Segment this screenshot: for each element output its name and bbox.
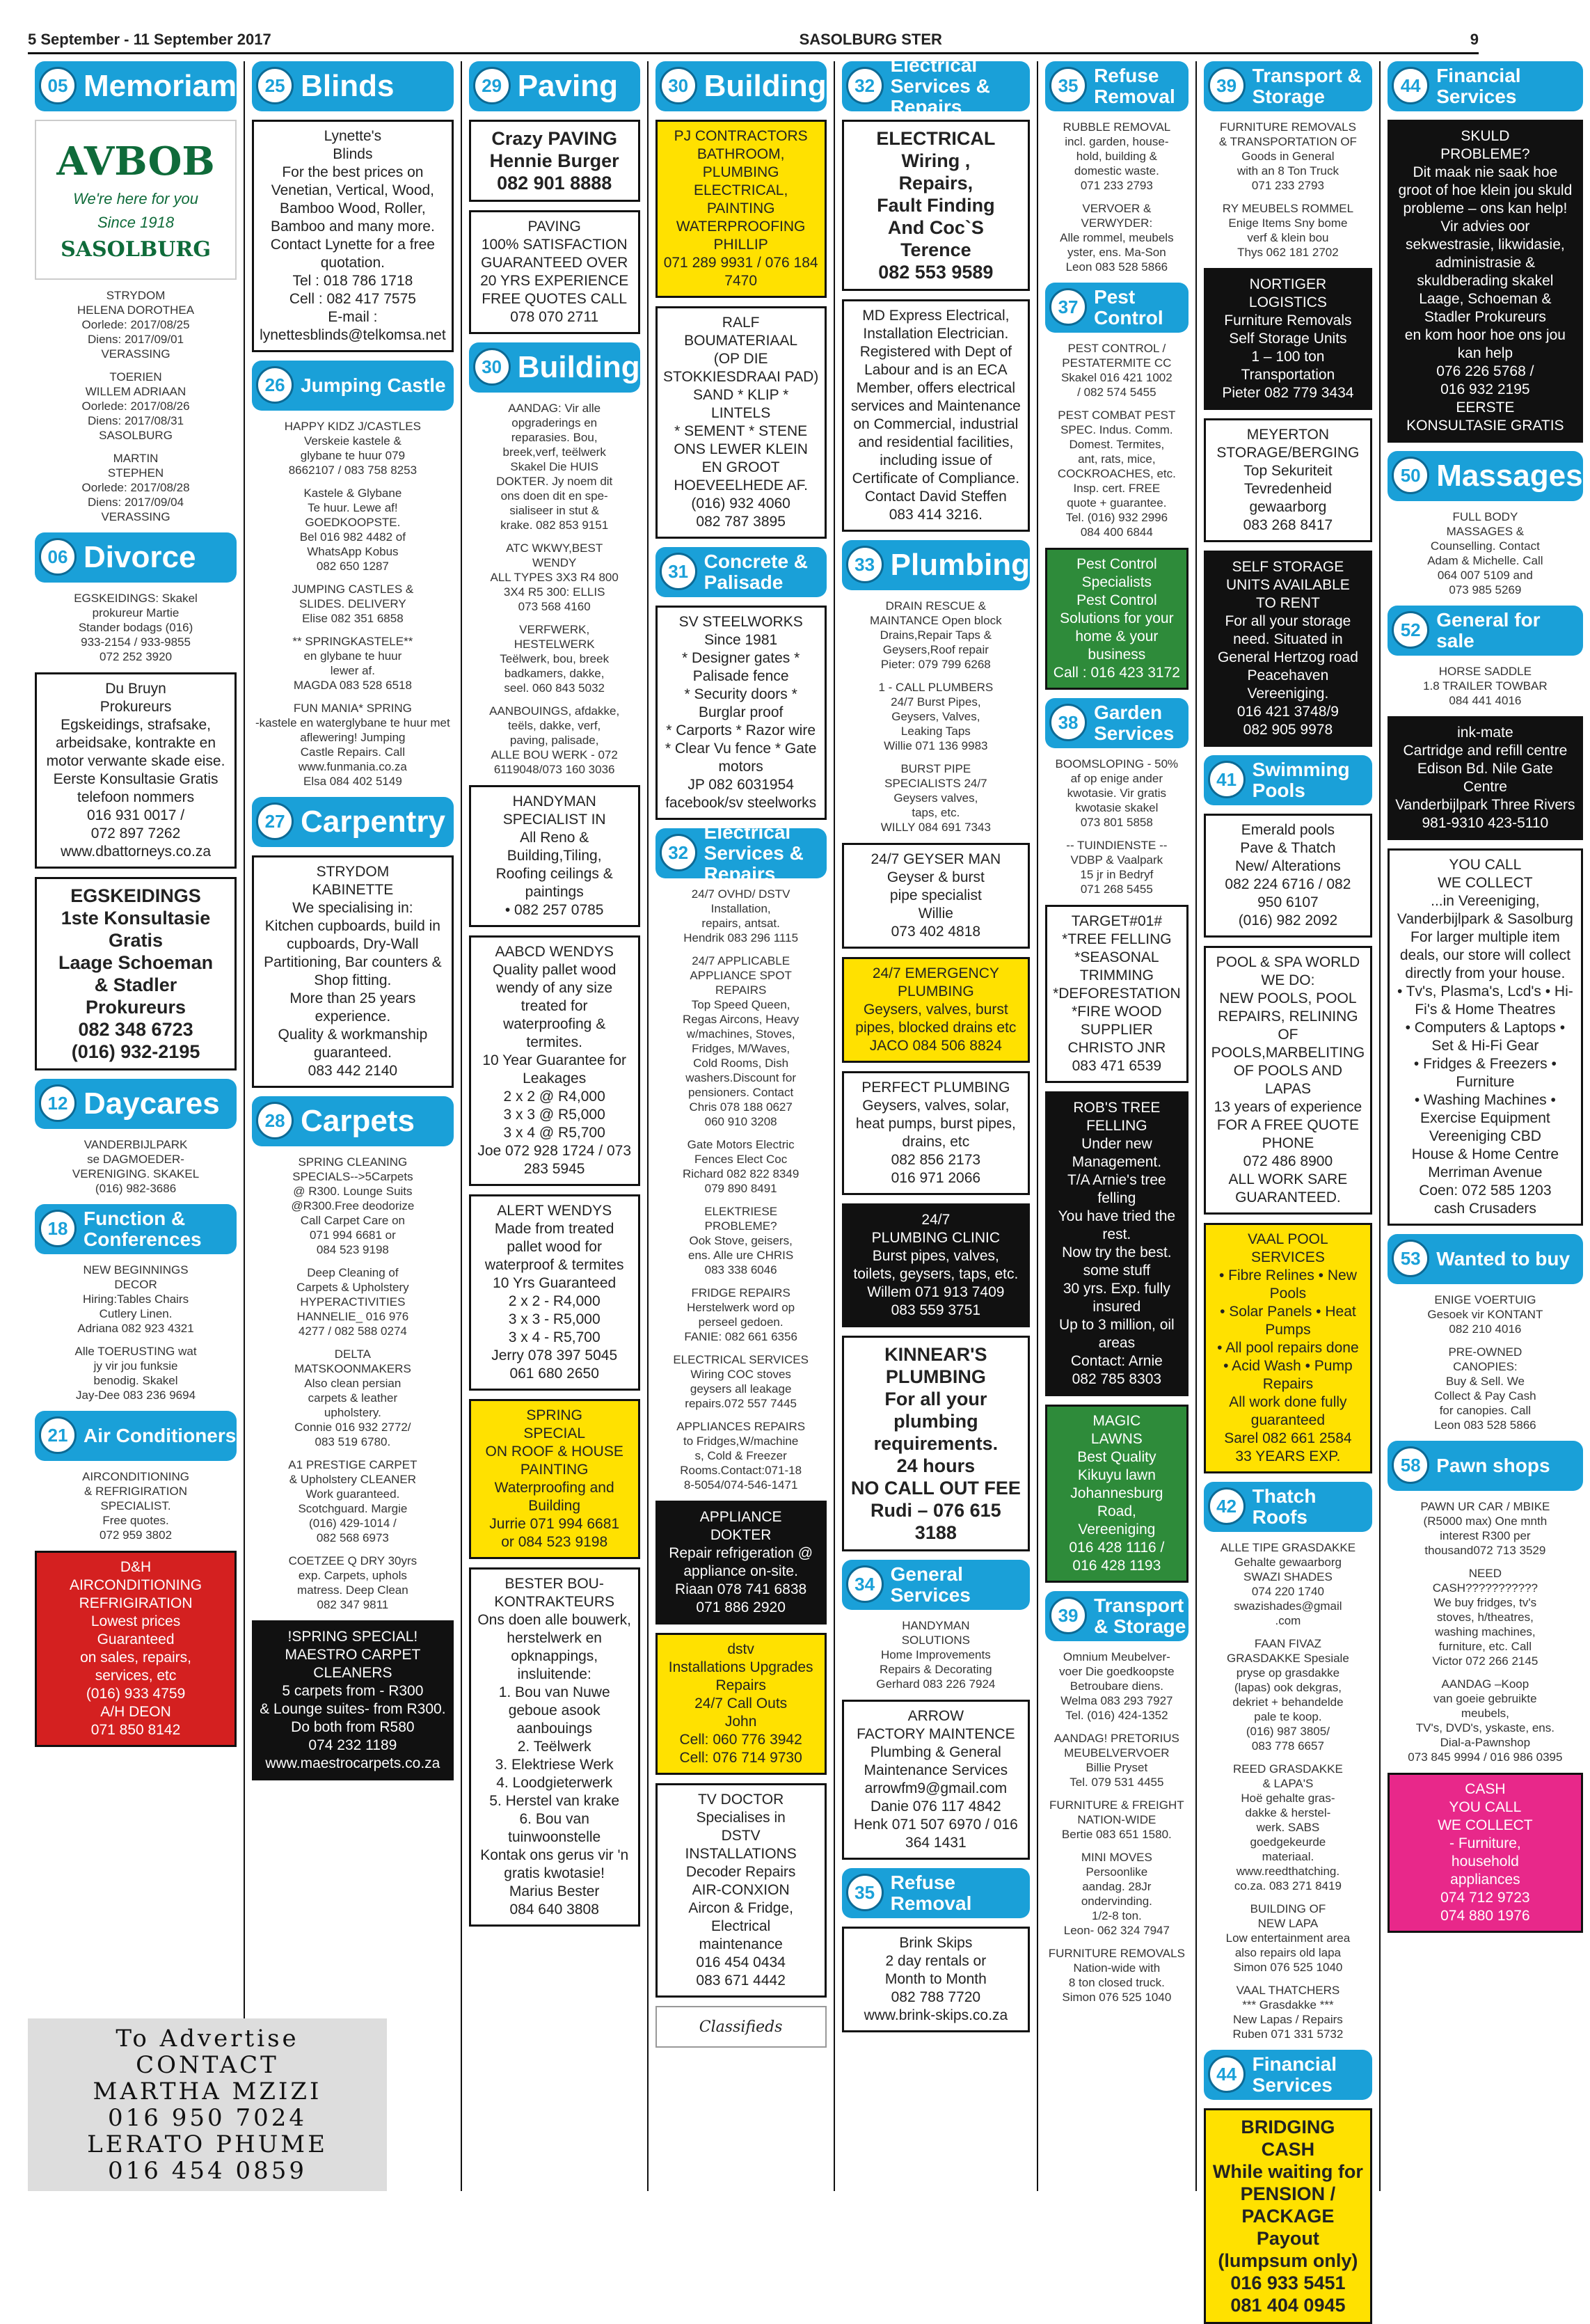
section-label: Divorce — [84, 540, 196, 574]
display-advert: SV STEELWORKS Since 1981 * Designer gates * Palisade fence * Security doors * Burglar proof * Carports * Razor wire * Clear Vu fence * Gate motors JP 082 6031954 facebook/sv steelworks — [655, 606, 827, 820]
display-advert: Du Bruyn Prokureurs Egskeidings, strafsake, arbeidsake, kontrakte en motor verwante skade eise. Eerste Konsultasie Gratis telefoon nommers 016 931 0017 / 072 897 7262 www.dbattorneys.co.za — [35, 672, 237, 869]
section-number: 28 — [256, 1102, 294, 1139]
section-label: Concrete & Palisade — [703, 551, 809, 593]
classified-notice: FRIDGE REPAIRS Herstelwerk word op perseel gedoen. FANIE: 082 661 6356 — [684, 1286, 797, 1343]
advertise-contact-banner: To Advertise CONTACT MARTHA MZIZI 016 950 7024 LERATO PHUME 016 454 0859 — [28, 2018, 387, 2191]
section-header — [842, 1560, 1030, 1610]
classified-notice: NEW BEGINNINGS DECOR Hiring:Tables Chairs Cutlery Linen. Adriana 082 923 4321 — [77, 1263, 194, 1335]
section-number: 58 — [1392, 1446, 1429, 1484]
display-advert: MD Express Electrical, Installation Electrician. Registered with Dept of Labour and is an ECA Member, offers electrical services and Maintenance on Commercial, industrial and residential facilities, including issue of Certificate of Compliance. Contact David Steffen 083 414 3216. — [842, 299, 1030, 532]
display-advert: 24/7 EMERGENCY PLUMBING Geysers, valves, burst pipes, blocked drains etc JACO 084 506 8824 — [842, 957, 1030, 1063]
display-advert: TV DOCTOR Specialises in DSTV INSTALLATIONS Decoder Repairs AIR-CONXION Aircon & Fridge, Electrical maintenance 016 454 0434 083 671 4442 — [655, 1783, 827, 1998]
section-number: 34 — [846, 1565, 884, 1603]
section-number: 26 — [256, 366, 294, 404]
classified-notice: A1 PRESTIGE CARPET & Upholstery CLEANER Work guaranteed. Scotchguard. Margie (016) 429-1014 / 082 568 6973 — [288, 1458, 418, 1544]
display-advert: ELECTRICAL Wiring , Repairs, Fault Finding And Coc`S Terence 082 553 9589 — [842, 120, 1030, 291]
display-advert: Lynette's Blinds For the best prices on Venetian, Vertical, Wood, Bamboo Wood, Roller, Bamboo and many more. Contact Lynette for a free quotation. Tel : 018 786 1718 Cell : 082 417 7575 E-mail : lynettesblinds@telkomsa.net — [252, 120, 454, 352]
column-1 — [28, 61, 244, 2191]
section-label: Blinds — [301, 69, 395, 103]
display-advert: ALERT WENDYS Made from treated pallet wood for waterproof & termites 10 Yrs Guaranteed 2 x 2 - R4,000 3 x 3 - R5,000 3 x 4 - R5,700 Jerry 078 397 5045 061 680 2650 — [469, 1194, 640, 1391]
display-advert: PAVING 100% SATISFACTION GUARANTEED OVER 20 YRS EXPERIENCE FREE QUOTES CALL 078 070 2711 — [469, 210, 640, 334]
section-number: 37 — [1049, 288, 1087, 326]
logo-text: We're here for you — [73, 189, 198, 207]
classified-notice: ATC WKWY,BEST WENDY ALL TYPES 3X3 R4 800 3X4 R5 300: ELLIS 073 568 4160 — [490, 542, 619, 613]
classified-notice: AIRCONDITIONING & REFRIGIRATION SPECIALIST. Free quotes. 072 959 3802 — [82, 1470, 190, 1542]
section-header — [1388, 1441, 1582, 1491]
section-header — [35, 1079, 237, 1129]
logo-text: Since 1918 — [97, 213, 175, 231]
display-advert: NORTIGER LOGISTICS Furniture Removals Self Storage Units 1 – 100 ton Transportation Pieter 082 779 3434 — [1204, 268, 1373, 410]
display-advert: VAAL POOL SERVICES • Fibre Relines • New Pools • Solar Panels • Heat Pumps • All pool repairs done • Acid Wash • Pump Repairs All work done fully guaranteed Sarel 082 661 2584 33 YEARS EXP. — [1204, 1223, 1373, 1473]
logo-text: SASOLBURG — [61, 237, 211, 262]
section-header — [35, 61, 237, 111]
classified-notice: HORSE SADDLE 1.8 TRAILER TOWBAR 084 441 4016 — [1423, 665, 1548, 707]
display-advert: STRYDOM KABINETTE We specialising in: Kitchen cupboards, build in cupboards, Dry-Wall Partitioning, Bar counters & Shop fitting. More than 25 years experience. Quality & workmanship guaranteed. 083 442 2140 — [252, 855, 454, 1088]
display-advert: RALF BOUMATERIAAL (OP DIE STOKKIESDRAAI PAD) SAND * KLIP * LINTELS * SEMENT * STENE ONS LEWER KLEIN EN GROOT HOEVEELHEDE AF. (016) 932 4060 082 787 3895 — [655, 306, 827, 539]
display-advert: APPLIANCE DOKTER Repair refrigeration @ appliance on-site. Riaan 078 741 6838 071 886 2920 — [655, 1501, 827, 1625]
display-advert: BESTER BOU- KONTRAKTEURS Ons doen alle bouwerk, herstelwerk en opknappings, insluitende: 1. Bou van Nuwe geboue asook aanbouings 2. Teëlwerk 3. Elektriese Werk 4. Loodgieterwerk 5. Herstel van krake 6. Bou van tuinwoonstelle Kontak ons gerus vir 'n gratis kwotasie! Marius Bester 084 640 3808 — [469, 1567, 640, 1927]
section-label: Paving — [517, 69, 618, 103]
section-header — [655, 821, 827, 885]
section-label: Wanted to buy — [1436, 1248, 1571, 1270]
column-4 — [647, 61, 834, 2191]
display-advert: MAGIC LAWNS Best Quality Kikuyu lawn Johannesburg Road, Vereeniging 016 428 1116 / 016 428 1193 — [1045, 1405, 1188, 1583]
display-advert: PJ CONTRACTORS BATHROOM, PLUMBING ELECTRICAL, PAINTING WATERPROOFING PHILLIP 071 289 9931 / 076 184 7470 — [655, 120, 827, 298]
classified-notice: MARTIN STEPHEN Oorlede: 2017/08/28 Diens: 2017/09/04 VERASSING — [81, 452, 190, 523]
classified-notice: Omnium Meubelver- voer Die goedkoopste Betroubare diens. Welma 083 293 7927 Tel. (016) 424-1352 — [1059, 1650, 1175, 1722]
section-label: Carpets — [301, 1104, 415, 1138]
classified-notice: HANDYMAN SOLUTIONS Home Improvements Repairs & Decorating Gerhard 083 226 7924 — [876, 1619, 996, 1691]
column-7 — [1195, 61, 1380, 2316]
display-advert: BRIDGING CASH While waiting for PENSION / PACKAGE Payout (lumpsum only) 016 933 5451 081 404 0945 — [1204, 2108, 1373, 2324]
section-number: 35 — [846, 1874, 884, 1911]
display-advert: dstv Installations Upgrades Repairs 24/7 Call Outs John Cell: 060 776 3942 Cell: 076 714 9730 — [655, 1633, 827, 1775]
section-number: 44 — [1392, 67, 1429, 104]
section-number: 42 — [1208, 1487, 1246, 1525]
classified-notice: RUBBLE REMOVAL incl. garden, house- hold, building & domestic waste. 071 233 2793 — [1063, 120, 1171, 192]
classified-notice: VERVOER & VERWYDER: Alle rommel, meubels yster, ens. Ma-Son Leon 083 528 5866 — [1060, 202, 1174, 274]
classified-notice: DRAIN RESCUE & MAINTANCE Open block Drains,Repair Taps & Geysers,Roof repair Pieter: 079 799 6268 — [870, 599, 1002, 671]
section-header — [1388, 606, 1582, 656]
section-label: Memoriam — [84, 69, 237, 103]
classified-notice: AANDAG: Vir alle opgraderings en reparasies. Bou, breek,verf, teëlwerk Skakel Die HUIS DOKTER. Jy noem dit ons doen dit en spe- sialiseer in stut & krake. 082 853 9151 — [496, 402, 613, 532]
section-label: Refuse Removal — [890, 1872, 972, 1914]
classified-notice: PEST COMBAT PEST SPEC. Indus. Comm. Domest. Termites, ant, rats, mice, COCKROACHES, etc. Insp. cert. FREE quote + guarantee. Tel. (016) 932 2996 084 400 6844 — [1057, 409, 1176, 539]
classified-notice: VAAL THATCHERS *** Grasdakke *** New Lapas / Repairs Ruben 071 331 5732 — [1232, 1984, 1344, 2041]
section-label: General Services — [890, 1563, 971, 1606]
section-label: Transport & Storage — [1094, 1595, 1186, 1637]
section-header — [35, 532, 237, 583]
classified-notice: REED GRASDAKKE & LAPA'S Hoë gehalte gras- dakke & herstel- werk. SABS goedgekeurde materiaal. www.reedthatching. co.za. 083 271 8419 — [1233, 1762, 1343, 1892]
classified-columns — [28, 54, 1583, 2316]
section-label: Building — [703, 69, 827, 103]
column-2 — [244, 61, 461, 2191]
section-header — [1204, 61, 1373, 111]
section-header — [469, 342, 640, 393]
classified-notice: ALLE TIPE GRASDAKKE Gehalte gewaarborg SWAZI SHADES 074 220 1740 swazishades@gmail .com — [1220, 1541, 1356, 1627]
section-header — [1388, 61, 1582, 111]
classified-notice: APPLIANCES REPAIRS to Fridges,W/machine s, Cold & Freezer Rooms.Contact:071-18 8-5054/074-546-1471 — [676, 1420, 806, 1492]
classified-notice: NEED CASH??????????? We buy fridges, tv's stoves, h/theatres, washing machines, furniture, etc. Call Victor 072 266 2145 — [1432, 1567, 1539, 1668]
section-label: Financial Services — [1252, 2053, 1337, 2096]
display-advert: !SPRING SPECIAL! MAESTRO CARPET CLEANERS 5 carpets from - R300 & Lounge suites- from R300. Do both from R580 074 232 1189 www.maestrocarpets.co.za — [252, 1620, 454, 1780]
display-advert: ROB'S TREE FELLING Under new Management. T/A Arnie's tree felling You have tried the rest. Now try the best. some stuff 30 yrs. Exp. fully insured Up to 3 million, oil areas Contact: Arnie 082 785 8303 — [1045, 1091, 1188, 1396]
section-label: Daycares — [84, 1086, 220, 1121]
display-advert: SPRING SPECIAL ON ROOF & HOUSE PAINTING Waterproofing and Building Jurrie 071 994 6681 or 084 523 9198 — [469, 1399, 640, 1559]
section-label: Refuse Removal — [1094, 65, 1175, 107]
section-header — [655, 61, 827, 111]
section-label: Financial Services — [1436, 65, 1521, 107]
section-label: Building — [517, 350, 640, 384]
section-number: 41 — [1208, 761, 1246, 798]
section-header — [252, 361, 454, 411]
display-advert: SELF STORAGE UNITS AVAILABLE TO RENT For all your storage need. Situated in General Hertzog road Peacehaven Vereeniging. 016 421 3748/9 082 905 9978 — [1204, 551, 1373, 747]
section-label: Electrical Services & Repairs — [703, 821, 804, 885]
classified-notice: MINI MOVES Persoonlike aandag. 28Jr ondervinding. 1/2-8 ton. Leon- 062 324 7947 — [1063, 1851, 1170, 1937]
section-label: Carpentry — [301, 805, 445, 839]
classified-notice: 1 - CALL PLUMBERS 24/7 Burst Pipes, Geysers, Valves, Leaking Taps Willie 071 136 9983 — [878, 681, 994, 752]
classified-notice: -- TUINDIENSTE -- VDBP & Vaalpark 15 jr in Bedryf 071 268 5455 — [1066, 839, 1168, 896]
section-header — [1045, 283, 1188, 333]
display-advert: HANDYMAN SPECIALIST IN All Reno & Building,Tiling, Roofing ceilings & paintings • 082 257 0785 — [469, 785, 640, 927]
section-label: Function & Conferences — [84, 1208, 202, 1250]
display-advert: 24/7 GEYSER MAN Geyser & burst pipe specialist Willie 073 402 4818 — [842, 843, 1030, 949]
section-number: 53 — [1392, 1240, 1429, 1277]
section-header — [1045, 61, 1188, 111]
classified-notice: ** SPRINGKASTELE** en glybane te huur lewer af. MAGDA 083 528 6518 — [292, 635, 413, 692]
section-label: Air Conditioners — [84, 1425, 237, 1446]
section-header — [35, 1411, 237, 1461]
classified-notice: HAPPY KIDZ J/CASTLES Verskeie kastele & glybane te huur 079 8662107 / 083 758 8253 — [284, 420, 421, 477]
section-header — [1045, 698, 1188, 748]
section-number: 21 — [39, 1416, 77, 1454]
section-header — [252, 797, 454, 847]
classified-notice: BURST PIPE SPECIALISTS 24/7 Geysers valves, taps, etc. WILLY 084 691 7343 — [880, 762, 991, 834]
display-advert: Emerald pools Pave & Thatch New/ Alterations 082 224 6716 / 082 950 6107 (016) 982 2092 — [1204, 814, 1373, 938]
section-number: 32 — [660, 834, 697, 871]
classified-notice: FURNITURE REMOVALS & TRANSPORTATION OF Goods in General with an 8 Ton Truck 071 233 2793 — [1218, 120, 1357, 192]
section-header — [35, 1204, 237, 1254]
classified-notice: ELECTRICAL SERVICES Wiring COC stoves geysers all leakage repairs.072 557 7445 — [673, 1353, 809, 1410]
publication-title: SASOLBURG STER — [799, 30, 942, 48]
section-header — [252, 61, 454, 111]
section-number: 35 — [1049, 67, 1087, 104]
section-label: Pawn shops — [1436, 1455, 1550, 1476]
section-number: 38 — [1049, 704, 1087, 741]
classified-notice: 24/7 OVHD/ DSTV Installation, repairs, antsat. Hendrik 083 296 1115 — [683, 887, 799, 944]
logo-text: AVBOB — [56, 138, 215, 184]
section-label: Massages — [1436, 459, 1583, 493]
display-advert: POOL & SPA WORLD WE DO: NEW POOLS, POOL REPAIRS, RELINING OF POOLS,MARBELITING OF POOLS AND LAPAS 13 years of experience FOR A FREE QUOTE PHONE 072 486 8900 ALL WORK SARE GUARANTEED. — [1204, 946, 1373, 1215]
section-header — [469, 61, 640, 111]
classified-notice: FURNITURE & FREIGHT NATION-WIDE Bertie 083 651 1580. — [1049, 1799, 1184, 1841]
classified-notice: JUMPING CASTLES & SLIDES. DELIVERY Elise 082 351 6858 — [292, 583, 414, 625]
display-advert: KINNEAR'S PLUMBING For all your plumbing requirements. 24 hours NO CALL OUT FEE Rudi – 076 615 3188 — [842, 1336, 1030, 1551]
section-label: General for sale — [1436, 609, 1541, 651]
classified-notice: FURNITURE REMOVALS Nation-wide with 8 ton closed truck. Simon 076 525 1040 — [1048, 1947, 1185, 2004]
classified-notice: PEST CONTROL / PESTATERMITE CC Skakel 016 421 1002 / 082 574 5455 — [1060, 342, 1172, 399]
classified-notice: ELEKTRIESE PROBLEME? Ook Stove, geisers, ens. Alle ure CHRIS 083 338 6046 — [688, 1205, 794, 1276]
display-advert: CASH YOU CALL WE COLLECT - Furniture, household appliances 074 712 9723 074 880 1976 — [1388, 1773, 1582, 1933]
classified-notice: BOOMSLOPING - 50% af op enige ander kwotasie. Vir gratis kwotasie skakel 073 801 5858 — [1055, 757, 1179, 829]
section-header — [1204, 2050, 1373, 2100]
classified-notice: EGSKEIDINGS: Skakel prokureur Martie Stander bodags (016) 933-2154 / 933-9855 072 252 3920 — [74, 592, 198, 663]
section-header — [1204, 755, 1373, 805]
page-number: 9 — [1470, 30, 1479, 48]
display-advert: YOU CALL WE COLLECT ...in Vereeniging, Vanderbijlpark & Sasolburg For larger multiple item deals, our store will collect directly from your house. • Tv's, Plasma's, Lcd's • Hi-Fi's & Home Theatres • Computers & Laptops • Set & Hi-Fi Gear • Fridges & Freezers • Furniture • Washing Machines • Exercise Equipment Vereeniging CBD House & Home Centre Merriman Avenue Coen: 072 585 1203 cash Crusaders — [1388, 848, 1582, 1226]
section-number: 05 — [39, 67, 77, 104]
classified-notice: Gate Motors Electric Fences Elect Coc Richard 082 822 8349 079 890 8491 — [682, 1138, 800, 1195]
section-header — [655, 547, 827, 597]
classified-notice: TOERIEN WILLEM ADRIAAN Oorlede: 2017/08/26 Diens: 2017/08/31 SASOLBURG — [81, 370, 190, 442]
display-advert: ink-mate Cartridge and refill centre Edison Bd. Nile Gate Centre Vanderbijlpark Three Rivers 981-9310 423-5110 — [1388, 716, 1582, 840]
section-header — [842, 540, 1030, 590]
display-advert: SKULD PROBLEME? Dit maak nie saak hoe groot of hoe klein jou skuld probleme – ons kan help! Vir advies oor sekwestrasie, likwidasie, administrasie & skuldberading skakel Laage, Schoeman & Stadler Prokureurs en kom hoor hoe ons jou kan help 076 226 5768 / 016 932 2195 EERSTE KONSULTASIE GRATIS — [1388, 120, 1582, 443]
classified-notice: 24/7 APPLICABLE APPLIANCE SPOT REPAIRS Top Speed Queen, Regas Aircons, Heavy w/machines, Stoves, Fridges, M/Waves, Cold Rooms, Dish washers.Discount for pensioners. Contact Chris 078 188 0627 060 910 3208 — [683, 954, 800, 1128]
masthead — [28, 26, 1479, 54]
classified-notice: SPRING CLEANING SPECIALS-->5Carpets @ R300. Lounge Suits @R300.Free deodorize Call Carpet Care on 071 994 6681 or 084 523 9198 — [291, 1155, 415, 1256]
avbob-logo — [35, 120, 237, 280]
section-number: 44 — [1208, 2055, 1246, 2093]
display-advert: MEYERTON STORAGE/BERGING Top Sekuriteit Tevredenheid gewaarborg 083 268 8417 — [1204, 418, 1373, 542]
issue-dates: 5 September - 11 September 2017 — [28, 30, 271, 48]
section-number: 30 — [473, 348, 511, 386]
classifieds-logo: Classifieds — [655, 2006, 827, 2048]
section-number: 50 — [1392, 457, 1429, 494]
section-number: 06 — [39, 538, 77, 576]
display-advert: ARROW FACTORY MAINTENCE Plumbing & General Maintenance Services arrowfm9@gmail.com Danie 076 117 4842 Henk 071 507 6970 / 016 364 1431 — [842, 1700, 1030, 1860]
section-label: Pest Control — [1094, 286, 1163, 329]
classified-notice: FULL BODY MASSAGES & Counselling. Contact Adam & Michelle. Call 064 007 5109 and 073 985 5269 — [1427, 510, 1543, 596]
classified-notice: AANDAG –Koop van goeie gebruikte meubels, TV's, DVD's, yskaste, ens. Dial-a-Pawnshop 073 845 9994 / 016 986 0395 — [1408, 1677, 1563, 1764]
classified-notice: FUN MANIA* SPRING -kastele en waterglybane te huur met aflewering! Jumping Castle Repairs. Call www.funmania.co.za Elsa 084 402 5149 — [255, 702, 450, 788]
section-number: 25 — [256, 67, 294, 104]
classified-notice: VERFWERK, HESTELWERK Teëlwerk, bou, breek badkamers, dakke, seel. 060 843 5032 — [500, 623, 610, 695]
section-label: Garden Services — [1094, 702, 1175, 744]
display-advert: AABCD WENDYS Quality pallet wood wendy of any size treated for waterproofing & termites. 10 Year Guarantee for Leakages 2 x 2 @ R4,000 3 x 3 @ R5,000 3 x 4 @ R5,700 Joe 072 928 1724 / 073 283 5945 — [469, 935, 640, 1186]
section-label: Thatch Roofs — [1252, 1485, 1317, 1528]
section-number: 31 — [660, 553, 697, 590]
section-label: Jumping Castle — [301, 374, 446, 396]
classified-notice: Deep Cleaning of Carpets & Upholstery HYPERACTIVITIES HANNELIE_ 016 976 4277 / 082 588 0274 — [296, 1266, 409, 1338]
classified-notice: FAAN FIVAZ GRASDAKKE Spesiale pryse op grasdakke (lapas) ook dekgras, dekriet + behandelde pale te koop. (016) 987 3805/ 083 778 6657 — [1227, 1637, 1349, 1753]
section-label: Electrical Services & Repairs — [890, 54, 990, 118]
section-number: 27 — [256, 803, 294, 840]
classified-notice: AANDAG! PRETORIUS MEUBELVERVOER Billie Pryset Tel. 079 531 4455 — [1054, 1732, 1179, 1789]
section-number: 39 — [1049, 1597, 1087, 1634]
section-label: Plumbing — [890, 548, 1031, 582]
section-number: 32 — [846, 67, 884, 104]
classified-notice: Kastele & Glybane Te huur. Lewe af! GOEDKOOPSTE. Bel 016 982 4482 of WhatsApp Kobus 082 650 1287 — [299, 487, 406, 573]
classified-notice: Alle TOERUSTING wat jy vir jou funksie benodig. Skakel Jay-Dee 083 236 9694 — [74, 1345, 197, 1402]
section-number: 18 — [39, 1210, 77, 1247]
classified-notice: COETZEE Q DRY 30yrs exp. Carpets, uphols matress. Deep Clean 082 347 9811 — [288, 1554, 418, 1611]
section-number: 30 — [660, 67, 697, 104]
display-advert: Crazy PAVING Hennie Burger 082 901 8888 — [469, 120, 640, 202]
column-6 — [1037, 61, 1195, 2191]
display-advert: PERFECT PLUMBING Geysers, valves, solar, heat pumps, burst pipes, drains, etc 082 856 2173 016 971 2066 — [842, 1071, 1030, 1195]
section-number: 39 — [1208, 67, 1246, 104]
classified-notice: RY MEUBELS ROMMEL Enige Items Sny bome verf & klein bou Thys 062 181 2702 — [1222, 202, 1354, 259]
classified-notice: STRYDOM HELENA DOROTHEA Oorlede: 2017/08/25 Diens: 2017/09/01 VERASSING — [77, 289, 195, 361]
section-header — [1204, 1482, 1373, 1532]
classified-notice: BUILDING OF NEW LAPA Low entertainment area also repairs old lapa Simon 076 525 1040 — [1225, 1902, 1351, 1974]
display-advert: D&H AIRCONDITIONING REFRIGIRATION Lowest prices Guaranteed on sales, repairs, services, etc (016) 933 4759 A/H DEON 071 850 8142 — [35, 1551, 237, 1747]
section-number: 29 — [473, 67, 511, 104]
section-label: Swimming Pools — [1252, 759, 1350, 801]
section-number: 33 — [846, 546, 884, 583]
classified-notice: PAWN UR CAR / MBIKE (R5000 max) One mnth interest R300 per thousand072 713 3529 — [1420, 1500, 1550, 1557]
classified-notice: VANDERBIJLPARK se DAGMOEDER- VERENIGING. SKAKEL (016) 982-3686 — [72, 1138, 200, 1195]
classified-notice: PRE-OWNED CANOPIES: Buy & Sell. We Collect & Pay Cash for canopies. Call Leon 083 528 5866 — [1434, 1345, 1536, 1432]
column-8 — [1379, 61, 1589, 2191]
classified-notice: DELTA MATSKOONMAKERS Also clean persian carpets & leather upholstery. Connie 016 932 2772/ 083 519 6780. — [294, 1347, 411, 1448]
display-advert: Pest Control Specialists Pest Control Solutions for your home & your business Call : 016 423 3172 — [1045, 548, 1188, 690]
section-number: 52 — [1392, 611, 1429, 649]
section-label: Transport & Storage — [1252, 65, 1362, 107]
display-advert: 24/7 PLUMBING CLINIC Burst pipes, valves, toilets, geysers, taps, etc. Willem 071 913 7409 083 559 3751 — [842, 1203, 1030, 1327]
section-number: 12 — [39, 1084, 77, 1122]
section-header — [1388, 451, 1582, 501]
section-header — [1045, 1591, 1188, 1641]
section-header — [1388, 1234, 1582, 1284]
display-advert: EGSKEIDINGS 1ste Konsultasie Gratis Laage Schoeman & Stadler Prokureurs 082 348 6723 (016) 932-2195 — [35, 877, 237, 1070]
display-advert: Brink Skips 2 day rentals or Month to Month 082 788 7720 www.brink-skips.co.za — [842, 1927, 1030, 2032]
section-header — [842, 1868, 1030, 1918]
section-header — [842, 54, 1030, 118]
classified-notice: ENIGE VOERTUIG Gesoek vir KONTANT 082 210 4016 — [1427, 1293, 1543, 1336]
display-advert: TARGET#01# *TREE FELLING *SEASONAL TRIMMING *DEFORESTATION *FIRE WOOD SUPPLIER CHRISTO JNR 083 471 6539 — [1045, 905, 1188, 1083]
column-5 — [834, 54, 1037, 2191]
section-header — [252, 1096, 454, 1146]
classified-notice: AANBOUINGS, afdakke, teëls, dakke, verf, paving, palisade, ALLE BOU WERK - 072 6119048/073 160 3036 — [489, 704, 620, 776]
column-3 — [461, 61, 647, 2191]
